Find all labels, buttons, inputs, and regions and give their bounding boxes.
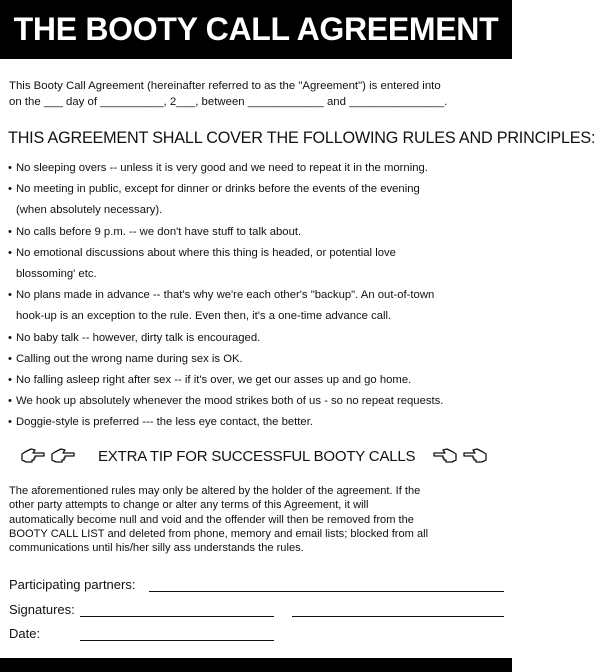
rules-list [8,158,512,434]
rule-item: • No emotional discussions about where this thing is headed, or potential love [8,246,396,259]
closing-paragraph [9,484,509,555]
closing-line: BOOTY CALL LIST and deleted from phone, memory and email lists; blocked from all [9,527,429,540]
rule-item: • No calls before 9 p.m. -- we don't have stuff to talk about. [8,225,302,238]
signatures-label: Signatures: [9,602,75,617]
extra-tip-heading: EXTRA TIP FOR SUCCESSFUL BOOTY CALLS [98,447,416,465]
partners-signature-line[interactable] [149,591,504,592]
extra-tip-banner [20,444,500,468]
date-label: Date: [9,626,41,641]
rule-item: • No meeting in public, except for dinner or drinks before the events of the evening [8,183,420,196]
closing-line: communications until his/her silly ass understands the rules. [9,542,304,555]
intro-line: on the ___ day of __________, 2___, between ____________ and _______________. [9,95,448,108]
rule-continuation: hook-up is an exception to the rule. Even then, it's a one-time advance call. [16,310,392,323]
intro-paragraph [9,79,509,110]
participating-partners-label: Participating partners: [9,577,136,592]
title-banner [0,0,512,59]
section-heading: THIS AGREEMENT SHALL COVER THE FOLLOWING RULES AND PRINCIPLES: [8,129,595,147]
closing-line: The aforementioned rules may only be altered by the holder of the agreement. If the [9,485,421,497]
closing-line: other party attempts to change or alter any terms of this Agreement, it will [9,499,369,512]
pointing-hand-icon [463,447,488,465]
pointing-hand-icon [433,447,458,465]
rule-continuation: blossoming' etc. [16,268,97,281]
rule-item: • No sleeping overs -- unless it is very good and we need to repeat it in the morning. [8,162,428,174]
signature-line-first[interactable] [80,616,274,617]
signature-line-second[interactable] [292,616,504,617]
footer-bar [0,658,512,672]
closing-line: automatically become null and void and the offender will then be removed from the [9,513,414,526]
rule-item: • Calling out the wrong name during sex is OK. [8,352,243,365]
page-title: THE BOOTY CALL AGREEMENT [13,11,499,47]
pointing-hand-icon [50,447,75,465]
pointing-hand-icon [20,447,45,465]
rule-item: • No plans made in advance -- that's why we're each other's "backup". An out-of-town [8,289,435,302]
rule-item: • No baby talk -- however, dirty talk is encouraged. [8,331,261,344]
rule-item: • Doggie-style is preferred --- the less eye contact, the better. [8,416,313,429]
intro-line: This Booty Call Agreement (hereinafter referred to as the "Agreement") is entered into [9,80,441,92]
rule-continuation: (when absolutely necessary). [16,204,163,217]
date-line[interactable] [80,640,274,641]
rule-item: • No falling asleep right after sex -- if it's over, we get our asses up and go home. [8,374,412,387]
rule-item: • We hook up absolutely whenever the mood strikes both of us - so no repeat requests. [8,395,444,408]
